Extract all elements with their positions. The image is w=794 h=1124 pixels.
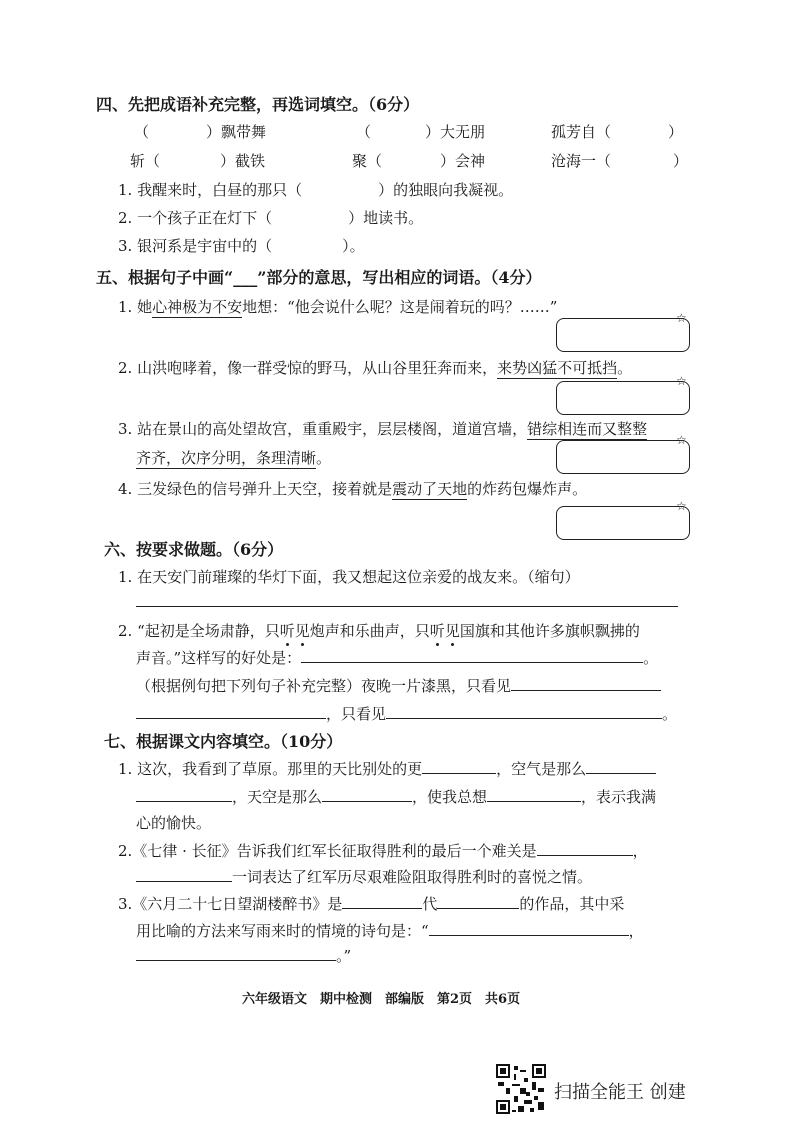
page-footer: 六年级语文 期中检测 部编版 第2页 共6页 — [242, 992, 521, 1007]
s5-q3-line1: 3. 站在景山的高处望故宫，重重殿宇，层层楼阁，道道宫墙，错综相连而又整整 — [118, 420, 648, 438]
section-5-title: 五、根据句子中画“___”部分的意思，写出相应的词语。（4分） — [96, 268, 542, 287]
star-icon: ☆ — [676, 374, 687, 388]
idiom-6-close: ） — [673, 152, 689, 170]
section-7-title: 七、根据课文内容填空。（10分） — [104, 732, 343, 751]
s7-q2-line1: 2.《七律 · 长征》告诉我们红军长征取得胜利的最后一个难关是 ， — [118, 842, 648, 860]
idiom-2-rest: ）大无朋 — [425, 123, 486, 141]
s6-q3-line1: （根据例句把下列句子补充完整）夜晚一片漆黑，只看见 — [136, 675, 661, 696]
idiom-4-rest: ）截铁 — [220, 152, 266, 170]
s4-q1: 1. 我醒来时，白昼的那只（ ）的独眼向我凝视。 — [118, 181, 514, 199]
answer-box-2[interactable] — [556, 381, 690, 415]
star-icon: ☆ — [676, 311, 687, 325]
s6-q2-line2: 声音。”这样写的好处是： 。 — [136, 649, 659, 667]
idiom-3-close: ） — [668, 123, 684, 141]
idiom-3-start: 孤芳自（ — [551, 123, 612, 141]
idiom-1-rest: ）飘带舞 — [206, 123, 267, 141]
section-4-title: 四、先把成语补充完整，再选词填空。（6分） — [96, 95, 420, 114]
s5-q2: 2. 山洪咆哮着，像一群受惊的野马，从山谷里狂奔而来，来势凶猛不可抵挡。 — [118, 359, 633, 377]
s6-q1: 1. 在天安门前璀璨的华灯下面，我又想起这位亲爱的战友来。（缩句） — [118, 568, 580, 586]
star-icon: ☆ — [676, 433, 687, 447]
s6-q3-line2: ，只看见 。 — [136, 703, 677, 724]
s7-q3-line3: 。” — [136, 945, 351, 966]
s7-q1-line2: ，天空是那么 ，使我总想 ，表示我满 — [136, 786, 656, 807]
idiom-6-start: 沧海一（ — [551, 152, 612, 170]
s6-q2-line1: 2. “起初是全场肃静，只听见炮声和乐曲声，只听见国旗和其他许多旗帜飘拂的 — [118, 622, 640, 640]
s6-q1-answer-line[interactable] — [136, 606, 678, 607]
s4-q2: 2. 一个孩子正在灯下（ ）地读书。 — [118, 209, 424, 227]
scanner-watermark: 扫描全能王 创建 — [554, 1082, 686, 1103]
idiom-5-rest: ）会神 — [440, 152, 486, 170]
s5-q4: 4. 三发绿色的信号弹升上天空，接着就是震动了天地的炸药包爆炸声。 — [118, 480, 588, 498]
star-icon: ☆ — [676, 499, 687, 513]
answer-box-3[interactable] — [556, 440, 690, 474]
section-6-title: 六、按要求做题。（6分） — [104, 540, 284, 559]
s7-q2-line2: 一词表达了红军历尽艰难险阻取得胜利时的喜悦之情。 — [136, 866, 592, 887]
s4-q3: 3. 银河系是宇宙中的（ ）。 — [118, 237, 365, 255]
idiom-4-start: 斩（ — [130, 152, 161, 170]
s7-q3-line2: 用比喻的方法来写雨来时的情境的诗句是：“ ， — [136, 922, 644, 940]
s5-q1: 1. 她心神极为不安地想：“他会说什么呢？这是闹着玩的吗？……” — [118, 298, 558, 316]
qr-code-icon — [496, 1064, 546, 1114]
s7-q1-line1: 1. 这次，我看到了草原。那里的天比别处的更 ，空气是那么 — [118, 758, 656, 779]
idiom-2-open: （ — [356, 123, 372, 141]
answer-box-4[interactable] — [556, 506, 690, 540]
answer-box-1[interactable] — [556, 318, 690, 352]
idiom-5-start: 聚（ — [352, 152, 383, 170]
idiom-1-open: （ — [134, 123, 150, 141]
s7-q1-line3: 心的愉快。 — [136, 814, 212, 832]
s7-q3-line1: 3.《六月二十七日望湖楼醉书》是 代 的作品，其中采 — [118, 895, 625, 913]
s5-q3-line2: 齐齐，次序分明，条理清晰。 — [136, 449, 332, 467]
